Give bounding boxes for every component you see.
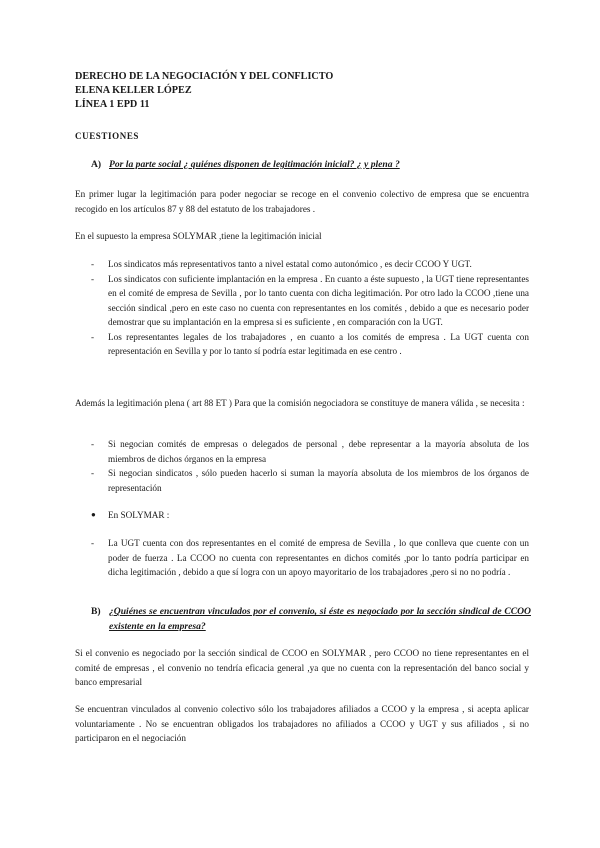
list-legitimacion-plena	[91, 437, 529, 495]
section-title: CUESTIONES	[75, 131, 140, 141]
question-b	[91, 605, 531, 634]
dash-marker: -	[91, 538, 95, 548]
list-item: - La UGT cuenta con dos representantes en el comité de empresa de Sevilla , lo que conlleva que cuente con un poder de fuerza . La CCOO no cuenta con representantes en dichos comités ,por lo tanto podría participar en dicha legitimación , debido a que sí logra con un apoyo mayoritario de los trabajadores ,pero si no no podría .	[91, 536, 529, 580]
author-name: ELENA KELLER LÓPEZ	[75, 85, 192, 96]
list-item: - Los representantes legales de los trabajadores , en cuanto a los comités de empresa . La UGT cuenta con representación en Sevilla y por lo tanto sí podría estar legitimada en ese centro .	[91, 330, 529, 359]
dash-marker: -	[91, 273, 95, 284]
question-a-text: Por la parte social ¿ quiénes disponen de legitimación inicial? ¿ y plena ?	[109, 159, 400, 170]
question-b-text: ¿Quiénes se encuentran vinculados por el convenio, si éste es negociado por la sección sindical de CCOO existente en la empresa?	[109, 606, 531, 632]
list-legitimacion-inicial	[91, 257, 529, 359]
question-a	[91, 158, 531, 173]
group-label: LÍNEA 1 EPD 11	[75, 99, 150, 110]
course-title: DERECHO DE LA NEGOCIACIÓN Y DEL CONFLICTO	[75, 71, 334, 82]
paragraph-4: Si el convenio es negociado por la sección sindical de CCOO en SOLYMAR , pero CCOO no tiene representantes en el comité de empresas , el convenio no tendría eficacia general ,ya que no cuenta con la representación del banco social y banco empresarial	[75, 648, 529, 687]
paragraph-5: Se encuentran vinculados al convenio colectivo sólo los trabajadores afiliados a CCOO y la empresa , si acepta aplicar voluntariamente . No se encuentran obligados los trabajadores no afiliados a CCOO y UGT y sus afiliados , si no participaron en el negociación	[75, 704, 529, 743]
dash-marker: -	[91, 331, 95, 342]
bullet-dot-icon: ●	[91, 510, 96, 519]
list-item: - Los sindicatos más representativos tanto a nivel estatal como autonómico , es decir CCOO Y UGT.	[91, 257, 529, 272]
document-header	[75, 70, 333, 112]
list-item: - Si negocian sindicatos , sólo pueden hacerlo si suman la mayoría absoluta de los miembros de los órganos de representación	[91, 466, 529, 495]
dash-marker: -	[91, 468, 95, 478]
dash-marker: -	[91, 439, 95, 449]
question-a-letter: A)	[91, 159, 102, 170]
question-b-letter: B)	[91, 606, 101, 617]
dash-marker: -	[91, 259, 95, 269]
paragraph-2: En el supuesto la empresa SOLYMAR ,tiene la legitimación inicial	[75, 231, 322, 241]
bullet-solymar: ● En SOLYMAR :	[91, 508, 529, 523]
paragraph-1: En primer lugar la legitimación para poder negociar se recoge en el convenio colectivo de empresa que se encuentra recogido en los artículos 87 y 88 del estatuto de los trabajadores .	[75, 189, 529, 214]
list-item: - Si negocian comités de empresas o delegados de personal , debe representar a la mayoría absoluta de los miembros de dichos órganos en la empresa	[91, 437, 529, 466]
paragraph-3: Además la legitimación plena ( art 88 ET ) Para que la comisión negociadora se constituye de manera válida , se necesita :	[75, 398, 525, 408]
list-item: - Los sindicatos con suficiente implantación en la empresa . En cuanto a éste supuesto , la UGT tiene representantes en el comité de empresa de Sevilla , por lo tanto cuenta con dicha legitimación. Por otro lado la CCOO ,tiene una sección sindical ,pero en este caso no cuenta con representantes en los comités , debido a que es necesario poder demostrar que su implantación en la empresa si es suficiente , en comparación con la UGT.	[91, 272, 529, 330]
list-solymar	[91, 536, 529, 580]
